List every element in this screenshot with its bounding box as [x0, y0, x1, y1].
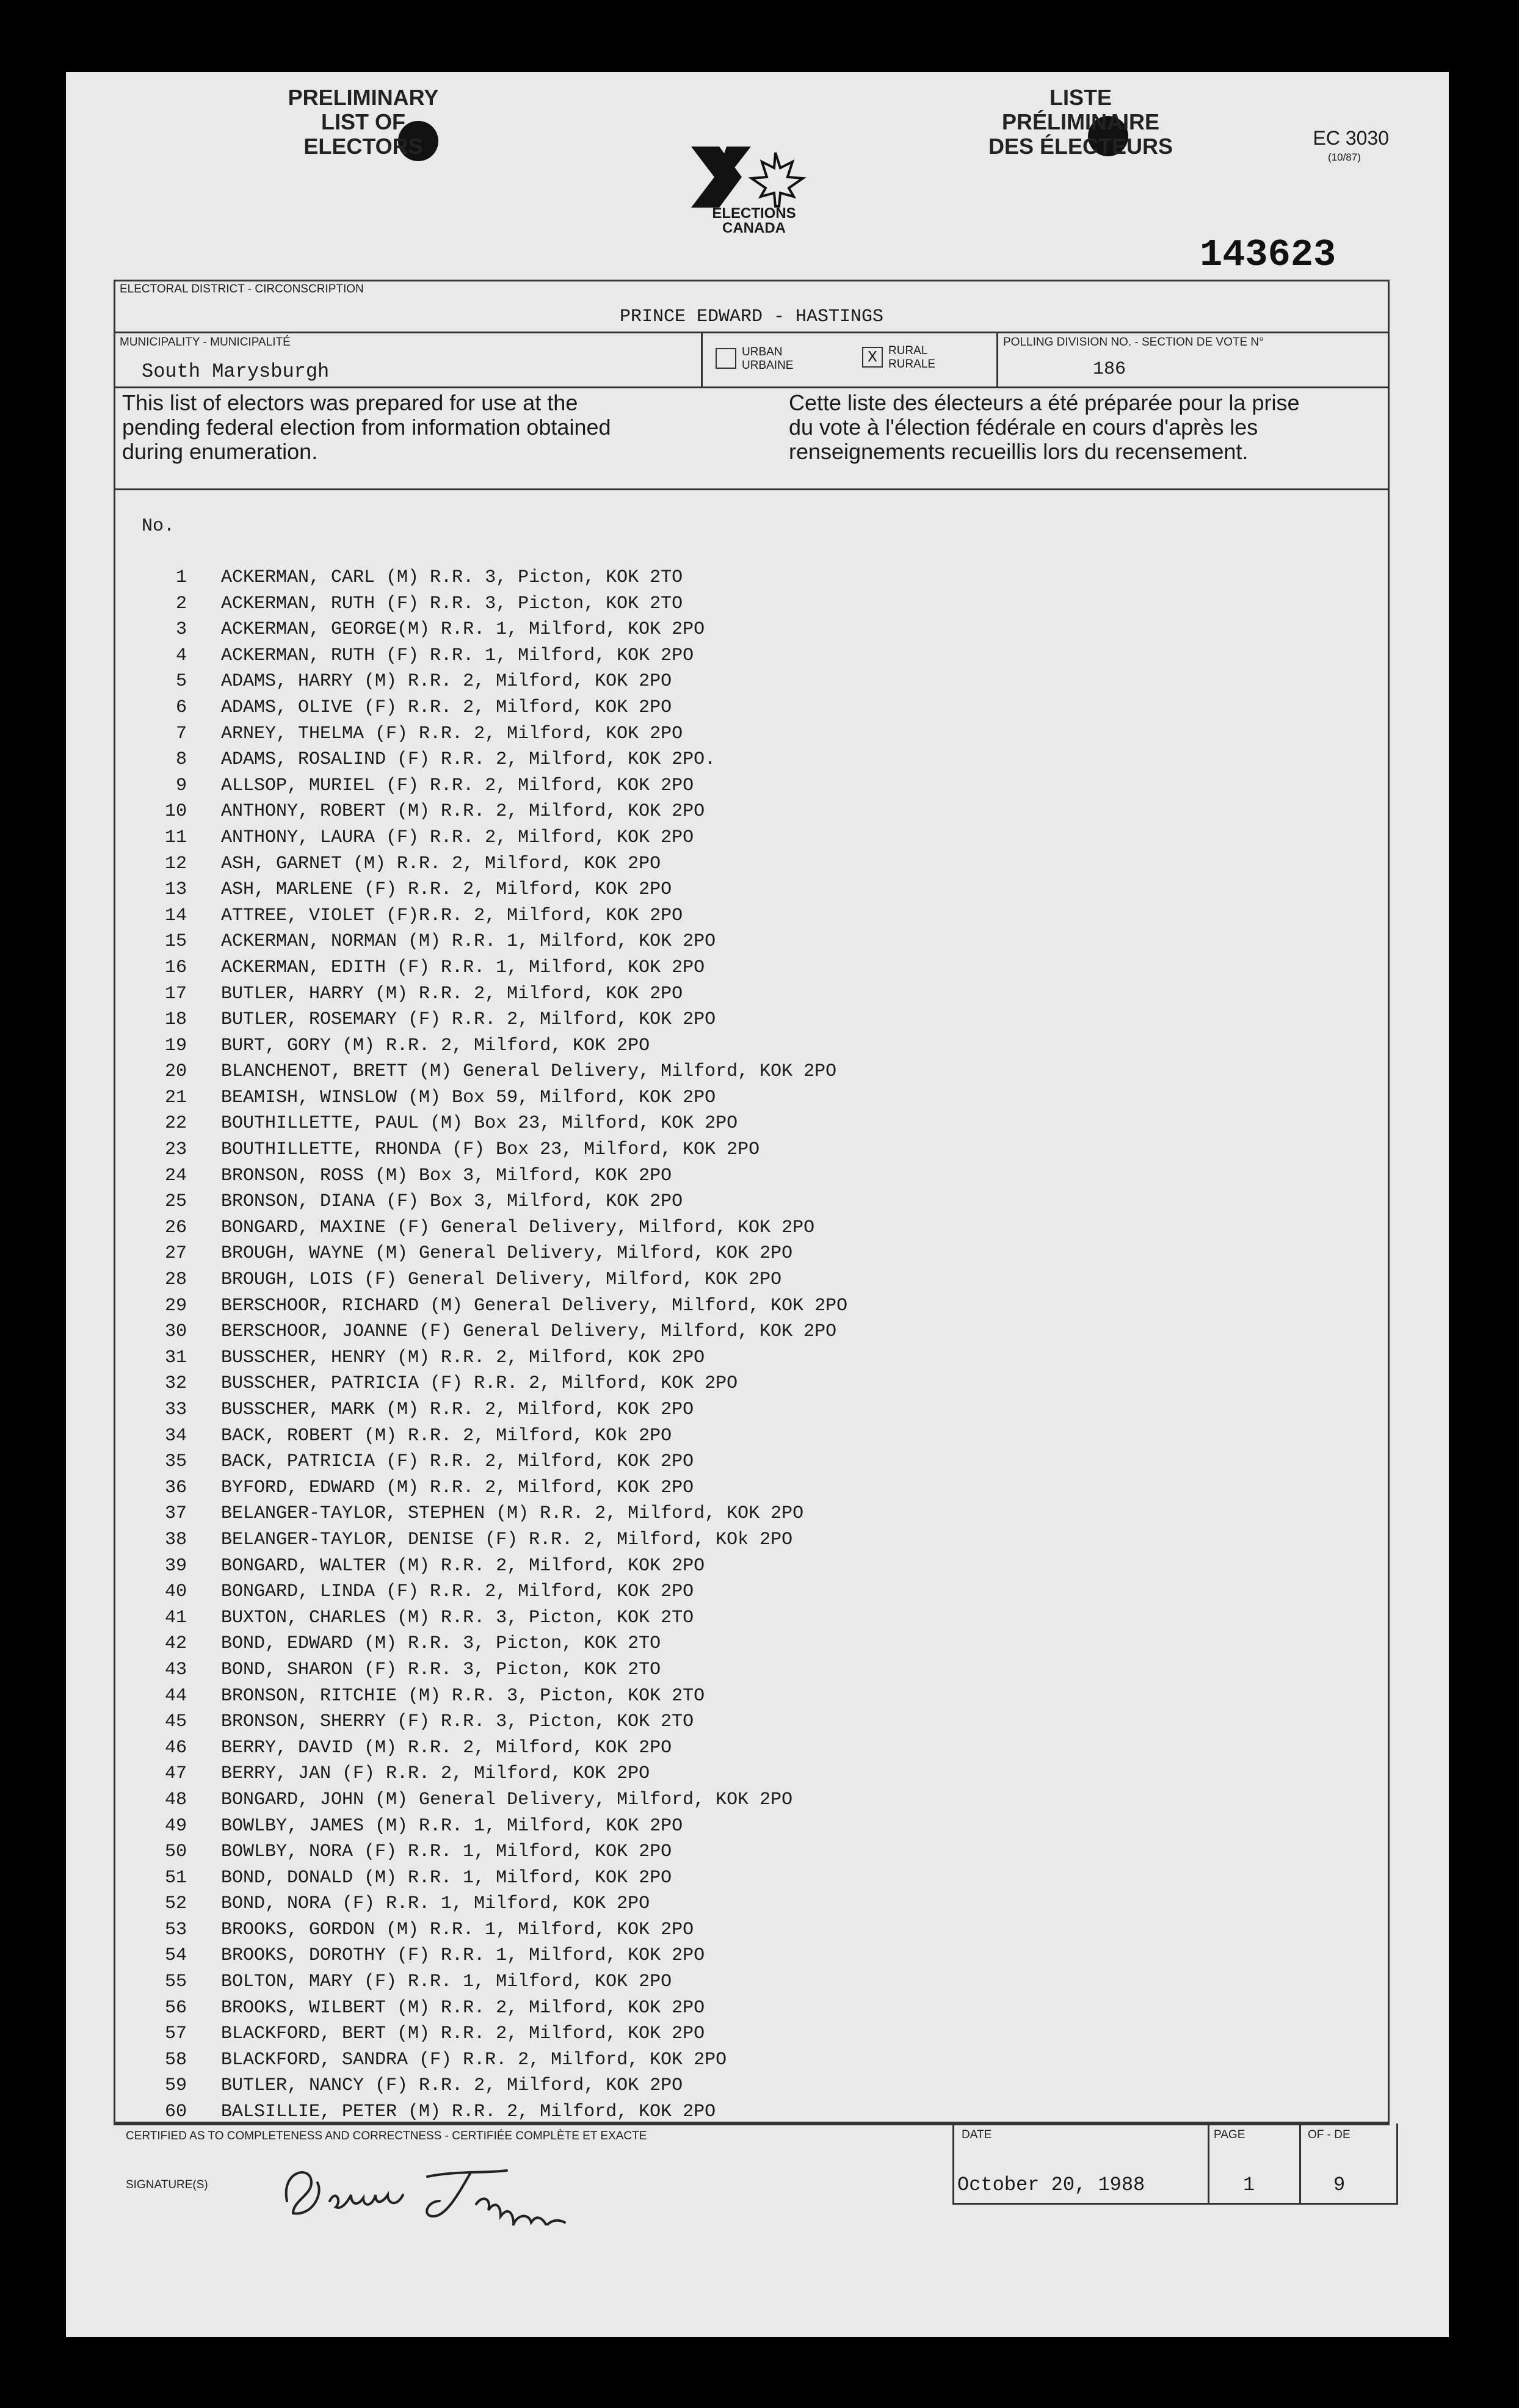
elector-number: 36: [164, 1477, 187, 1498]
elector-number: 43: [164, 1659, 187, 1680]
list-item: [114, 825, 1390, 851]
elector-entry: BOND, SHARON (F) R.R. 3, Picton, KOK 2TO: [221, 1659, 661, 1680]
elector-number: 15: [164, 931, 187, 952]
elector-entry: BOND, EDWARD (M) R.R. 3, Picton, KOK 2TO: [221, 1633, 661, 1655]
elector-entry: BOWLBY, JAMES (M) R.R. 1, Milford, KOK 2PO: [221, 1815, 683, 1837]
of-label: OF - DE: [1308, 2128, 1350, 2141]
elector-entry: BRONSON, DIANA (F) Box 3, Milford, KOK 2PO: [221, 1191, 683, 1213]
elector-number: 21: [164, 1087, 187, 1108]
list-item: [114, 1345, 1390, 1371]
rural-label: RURAL RURALE: [888, 344, 936, 371]
elector-number: 17: [164, 983, 187, 1004]
list-item: [114, 1553, 1390, 1579]
list-item: [114, 695, 1390, 721]
list-item: [114, 1787, 1390, 1813]
elector-number: 53: [164, 1919, 187, 1940]
elector-entry: ACKERMAN, CARL (M) R.R. 3, Picton, KOK 2TO: [221, 567, 683, 588]
list-item: [114, 1969, 1390, 1995]
list-item: [114, 1501, 1390, 1527]
elector-number: 57: [164, 2023, 187, 2045]
elector-entry: BRONSON, RITCHIE (M) R.R. 3, Picton, KOK 2TO: [221, 1685, 705, 1706]
elector-entry: BROOKS, WILBERT (M) R.R. 2, Milford, KOK 2PO: [221, 1997, 705, 2018]
page-label: PAGE: [1214, 2128, 1245, 2141]
elector-number: 7: [175, 723, 187, 744]
list-item: [114, 565, 1390, 591]
list-item: [114, 799, 1390, 825]
form-code: EC 3030: [1313, 127, 1389, 149]
elector-number: 51: [164, 1867, 187, 1888]
elector-entry: BEAMISH, WINSLOW (M) Box 59, Milford, KOK 2PO: [221, 1087, 716, 1108]
list-item: [114, 1475, 1390, 1501]
elector-entry: BOND, NORA (F) R.R. 1, Milford, KOK 2PO: [221, 1893, 650, 1915]
elector-number: 18: [164, 1009, 187, 1031]
signature-label: SIGNATURE(S): [126, 2178, 208, 2191]
elector-number: 46: [164, 1737, 187, 1758]
elector-entry: ARNEY, THELMA (F) R.R. 2, Milford, KOK 2PO: [221, 723, 683, 744]
elector-entry: BOLTON, MARY (F) R.R. 1, Milford, KOK 2PO: [221, 1971, 672, 1993]
elector-number: 45: [164, 1711, 187, 1733]
divider: [1299, 2123, 1301, 2203]
elector-entry: ASH, MARLENE (F) R.R. 2, Milford, KOK 2PO: [221, 879, 672, 901]
elector-entry: BERSCHOOR, JOANNE (F) General Delivery, Milford, KOK 2PO: [221, 1321, 837, 1343]
electors-list: [114, 565, 1390, 2125]
divider: [952, 2123, 954, 2203]
elector-entry: BOUTHILLETTE, RHONDA (F) Box 23, Milford, KOK 2PO: [221, 1139, 760, 1161]
elector-entry: BOUTHILLETTE, PAUL (M) Box 23, Milford, KOK 2PO: [221, 1113, 738, 1134]
elector-entry: BROOKS, DOROTHY (F) R.R. 1, Milford, KOK 2PO: [221, 1945, 705, 1967]
divider: [114, 488, 1390, 490]
elector-number: 2: [175, 593, 187, 614]
list-item: [114, 1943, 1390, 1969]
elector-number: 38: [164, 1529, 187, 1550]
elector-number: 19: [164, 1035, 187, 1056]
list-item: [114, 747, 1390, 773]
list-item: [114, 591, 1390, 617]
elector-number: 35: [164, 1451, 187, 1473]
list-item: [114, 1709, 1390, 1735]
elector-entry: BUTLER, HARRY (M) R.R. 2, Milford, KOK 2PO: [221, 983, 683, 1004]
elector-entry: BELANGER-TAYLOR, DENISE (F) R.R. 2, Milford, KOk 2PO: [221, 1529, 793, 1550]
divider: [1208, 2123, 1209, 2203]
form-revision-date: (10/87): [1328, 151, 1361, 163]
list-item: [114, 2021, 1390, 2047]
municipality-value: South Marysburgh: [142, 360, 330, 383]
list-item: [114, 1293, 1390, 1319]
elector-number: 33: [164, 1399, 187, 1420]
list-item: [114, 1189, 1390, 1215]
elector-entry: BONGARD, WALTER (M) R.R. 2, Milford, KOK 2PO: [221, 1555, 705, 1576]
elector-number: 40: [164, 1581, 187, 1603]
list-item: [114, 1995, 1390, 2022]
page-value: 1: [1243, 2174, 1255, 2196]
elector-entry: BUTLER, ROSEMARY (F) R.R. 2, Milford, KOK 2PO: [221, 1009, 716, 1031]
list-item: [114, 1761, 1390, 1787]
list-item: [114, 1657, 1390, 1683]
elector-number: 54: [164, 1945, 187, 1967]
list-item: [114, 877, 1390, 903]
municipality-label: MUNICIPALITY - MUNICIPALITÉ: [120, 336, 291, 349]
elector-entry: ADAMS, HARRY (M) R.R. 2, Milford, KOK 2PO: [221, 671, 672, 692]
elector-number: 32: [164, 1373, 187, 1394]
elector-number: 13: [164, 879, 187, 901]
list-item: [114, 2073, 1390, 2099]
elector-entry: BUXTON, CHARLES (M) R.R. 3, Picton, KOK 2TO: [221, 1607, 694, 1628]
list-item: [114, 1891, 1390, 1917]
list-item: [114, 1865, 1390, 1891]
elector-number: 58: [164, 2049, 187, 2070]
elector-number: 60: [164, 2102, 187, 2123]
elector-entry: BONGARD, LINDA (F) R.R. 2, Milford, KOK 2PO: [221, 1581, 694, 1603]
rural-checkbox: X: [862, 347, 883, 368]
list-item: [114, 1241, 1390, 1267]
elector-entry: ADAMS, OLIVE (F) R.R. 2, Milford, KOK 2PO: [221, 697, 672, 718]
list-item: [114, 1137, 1390, 1163]
polling-division-label: POLLING DIVISION NO. - SECTION DE VOTE N°: [1003, 336, 1264, 349]
elector-entry: BERRY, JAN (F) R.R. 2, Milford, KOK 2PO: [221, 1763, 650, 1785]
divider: [996, 332, 998, 386]
elector-number: 41: [164, 1607, 187, 1628]
list-item: [114, 1007, 1390, 1033]
elector-entry: BUSSCHER, PATRICIA (F) R.R. 2, Milford, KOK 2PO: [221, 1373, 738, 1394]
elector-number: 31: [164, 1347, 187, 1368]
title-english: PRELIMINARY LIST OF ELECTORS: [288, 85, 439, 159]
note-french: Cette liste des électeurs a été préparée pour la prise du vote à l'élection fédérale en cours d'après les renseignements recueillis lors du recensement.: [789, 390, 1300, 464]
elector-number: 16: [164, 957, 187, 978]
list-item: [114, 1085, 1390, 1111]
elector-entry: BELANGER-TAYLOR, STEPHEN (M) R.R. 2, Milford, KOK 2PO: [221, 1503, 804, 1525]
elector-number: 29: [164, 1295, 187, 1316]
urban-checkbox: [716, 348, 736, 369]
elector-number: 1: [175, 567, 187, 588]
list-item: [114, 1917, 1390, 1943]
elector-number: 12: [164, 853, 187, 874]
list-item: [114, 1163, 1390, 1189]
elector-entry: BURT, GORY (M) R.R. 2, Milford, KOK 2PO: [221, 1035, 650, 1056]
elector-entry: BROUGH, LOIS (F) General Delivery, Milford, KOK 2PO: [221, 1269, 782, 1291]
list-item: [114, 1423, 1390, 1449]
list-item: [114, 1683, 1390, 1710]
serial-number: 143623: [1200, 233, 1336, 277]
elector-number: 49: [164, 1815, 187, 1837]
list-item: [114, 1813, 1390, 1840]
list-number-header: No.: [142, 516, 175, 537]
date-label: DATE: [962, 2128, 992, 2141]
list-item: [114, 1319, 1390, 1345]
divider: [114, 386, 1390, 388]
certified-label: CERTIFIED AS TO COMPLETENESS AND CORRECTNESS - CERTIFIÉE COMPLÈTE ET EXACTE: [126, 2130, 647, 2142]
divider: [701, 332, 703, 386]
elector-number: 30: [164, 1321, 187, 1343]
elector-entry: ACKERMAN, NORMAN (M) R.R. 1, Milford, KOK 2PO: [221, 931, 716, 952]
elector-number: 26: [164, 1217, 187, 1238]
elector-number: 52: [164, 1893, 187, 1915]
elector-number: 44: [164, 1685, 187, 1706]
elector-number: 39: [164, 1555, 187, 1576]
list-item: [114, 617, 1390, 643]
elector-entry: BYFORD, EDWARD (M) R.R. 2, Milford, KOK 2PO: [221, 1477, 694, 1498]
elector-number: 4: [175, 645, 187, 666]
elector-number: 42: [164, 1633, 187, 1655]
elector-number: 24: [164, 1165, 187, 1186]
list-item: [114, 1215, 1390, 1241]
elector-entry: BACK, ROBERT (M) R.R. 2, Milford, KOk 2PO: [221, 1425, 672, 1446]
elector-number: 8: [175, 749, 187, 771]
urban-label: URBAN URBAINE: [742, 346, 794, 372]
district-value: PRINCE EDWARD - HASTINGS: [619, 306, 884, 327]
list-item: [114, 643, 1390, 669]
list-item: [114, 1371, 1390, 1397]
elector-entry: BERSCHOOR, RICHARD (M) General Delivery, Milford, KOK 2PO: [221, 1295, 848, 1316]
elector-number: 9: [175, 775, 187, 796]
divider: [952, 2203, 1398, 2205]
elector-entry: ALLSOP, MURIEL (F) R.R. 2, Milford, KOK 2PO: [221, 775, 694, 796]
elector-entry: BROOKS, GORDON (M) R.R. 1, Milford, KOK 2PO: [221, 1919, 694, 1940]
note-english: This list of electors was prepared for use at the pending federal election from information obtained during enumeration.: [122, 390, 611, 464]
elector-entry: BACK, PATRICIA (F) R.R. 2, Milford, KOK 2PO: [221, 1451, 694, 1473]
elector-entry: ATTREE, VIOLET (F)R.R. 2, Milford, KOK 2PO: [221, 905, 683, 926]
elector-number: 14: [164, 905, 187, 926]
elector-entry: BALSILLIE, PETER (M) R.R. 2, Milford, KOK 2PO: [221, 2102, 716, 2123]
list-item: [114, 955, 1390, 981]
elector-number: 3: [175, 619, 187, 640]
title-french: LISTE PRÉLIMINAIRE DES ÉLECTEURS: [988, 85, 1173, 159]
elector-entry: BUSSCHER, MARK (M) R.R. 2, Milford, KOK 2PO: [221, 1399, 694, 1420]
elector-entry: BUSSCHER, HENRY (M) R.R. 2, Milford, KOK 2PO: [221, 1347, 705, 1368]
elector-number: 47: [164, 1763, 187, 1785]
list-item: [114, 1631, 1390, 1657]
elector-entry: ACKERMAN, RUTH (F) R.R. 1, Milford, KOK 2PO: [221, 645, 694, 666]
elector-number: 10: [164, 801, 187, 822]
list-item: [114, 1267, 1390, 1293]
elector-number: 56: [164, 1997, 187, 2018]
district-label: ELECTORAL DISTRICT - CIRCONSCRIPTION: [120, 283, 364, 296]
elector-entry: ACKERMAN, EDITH (F) R.R. 1, Milford, KOK 2PO: [221, 957, 705, 978]
elector-entry: BLACKFORD, SANDRA (F) R.R. 2, Milford, KOK 2PO: [221, 2049, 727, 2070]
list-item: [114, 1579, 1390, 1605]
elector-entry: BROUGH, WAYNE (M) General Delivery, Milford, KOK 2PO: [221, 1243, 793, 1264]
of-value: 9: [1333, 2174, 1346, 2196]
list-item: [114, 1449, 1390, 1475]
list-item: [114, 929, 1390, 955]
list-item: [114, 1033, 1390, 1059]
elector-number: 50: [164, 1841, 187, 1863]
elector-entry: BRONSON, ROSS (M) Box 3, Milford, KOK 2PO: [221, 1165, 672, 1186]
divider: [1396, 2123, 1398, 2205]
list-item: [114, 1059, 1390, 1085]
list-item: [114, 903, 1390, 929]
list-item: [114, 2047, 1390, 2073]
list-item: [114, 773, 1390, 799]
elector-number: 48: [164, 1789, 187, 1810]
divider: [114, 332, 1390, 333]
logo-wordmark: ELECTIONS CANADA: [712, 205, 796, 236]
elector-number: 25: [164, 1191, 187, 1213]
list-item: [114, 1527, 1390, 1553]
elector-entry: ACKERMAN, RUTH (F) R.R. 3, Picton, KOK 2TO: [221, 593, 683, 614]
elector-number: 5: [175, 671, 187, 692]
list-item: [114, 1397, 1390, 1423]
list-item: [114, 669, 1390, 695]
elector-number: 20: [164, 1061, 187, 1083]
elector-entry: BONGARD, MAXINE (F) General Delivery, Milford, KOK 2PO: [221, 1217, 815, 1238]
elector-number: 37: [164, 1503, 187, 1525]
elector-entry: BLACKFORD, BERT (M) R.R. 2, Milford, KOK 2PO: [221, 2023, 705, 2045]
elector-number: 34: [164, 1425, 187, 1446]
elector-entry: BERRY, DAVID (M) R.R. 2, Milford, KOK 2PO: [221, 1737, 672, 1758]
elector-number: 22: [164, 1113, 187, 1134]
elector-number: 27: [164, 1243, 187, 1264]
polling-division-value: 186: [1093, 359, 1126, 380]
elector-number: 6: [175, 697, 187, 718]
date-value: October 20, 1988: [957, 2174, 1145, 2196]
list-item: [114, 981, 1390, 1007]
elector-number: 11: [164, 827, 187, 848]
elector-entry: BLANCHENOT, BRETT (M) General Delivery, Milford, KOK 2PO: [221, 1061, 837, 1083]
list-item: [114, 1605, 1390, 1631]
list-item: [114, 2099, 1390, 2125]
elector-entry: BUTLER, NANCY (F) R.R. 2, Milford, KOK 2PO: [221, 2075, 683, 2097]
list-item: [114, 851, 1390, 877]
elector-number: 23: [164, 1139, 187, 1161]
elector-entry: ANTHONY, LAURA (F) R.R. 2, Milford, KOK 2PO: [221, 827, 694, 848]
elector-entry: BONGARD, JOHN (M) General Delivery, Milford, KOK 2PO: [221, 1789, 793, 1810]
list-item: [114, 1735, 1390, 1761]
elector-entry: ASH, GARNET (M) R.R. 2, Milford, KOK 2PO: [221, 853, 661, 874]
elector-entry: ACKERMAN, GEORGE(M) R.R. 1, Milford, KOK 2PO: [221, 619, 705, 640]
handwritten-signature: [275, 2158, 641, 2225]
elector-number: 55: [164, 1971, 187, 1993]
elector-number: 59: [164, 2075, 187, 2097]
elector-entry: ADAMS, ROSALIND (F) R.R. 2, Milford, KOK 2PO.: [221, 749, 716, 771]
elector-entry: BOND, DONALD (M) R.R. 1, Milford, KOK 2PO: [221, 1867, 672, 1888]
elector-entry: ANTHONY, ROBERT (M) R.R. 2, Milford, KOK 2PO: [221, 801, 705, 822]
list-item: [114, 1111, 1390, 1137]
elector-entry: BOWLBY, NORA (F) R.R. 1, Milford, KOK 2PO: [221, 1841, 672, 1863]
list-item: [114, 721, 1390, 747]
elector-entry: BRONSON, SHERRY (F) R.R. 3, Picton, KOK 2TO: [221, 1711, 694, 1733]
elector-number: 28: [164, 1269, 187, 1291]
list-item: [114, 1839, 1390, 1865]
